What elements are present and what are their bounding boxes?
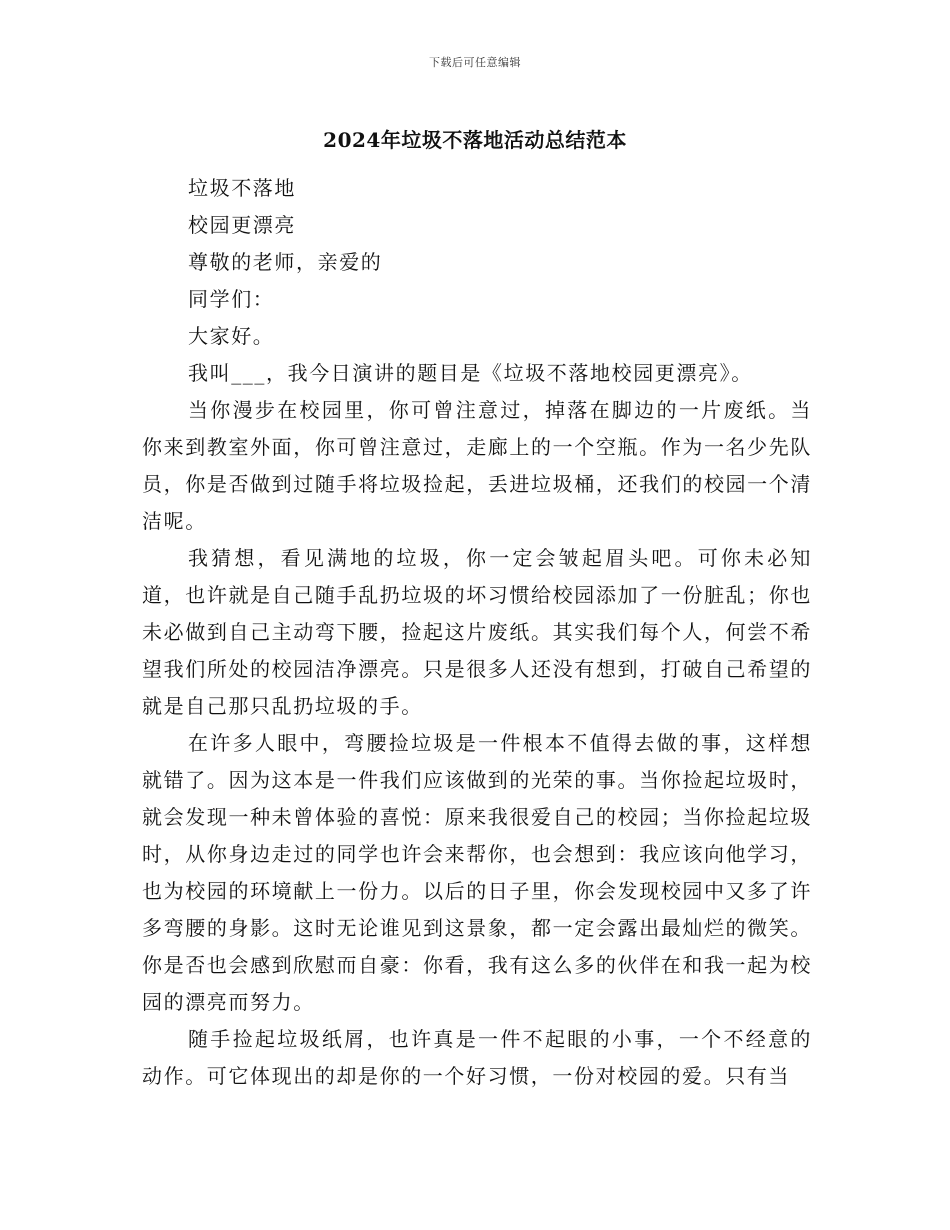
header-note: 下载后可任意编辑 — [429, 56, 521, 69]
paragraph: 在许多人眼中，弯腰捡垃圾是一件根本不值得去做的事，这样想就错了。因为这本是一件我们应该做到的光荣的事。当你捡起垃圾时，就会发现一种未曾体验的喜悦：原来我很爱自己的校园；当你捡起垃圾时，从你身边走过的同学也许会来帮你，也会想到：我应该向他学习，也为校园的环境献上一份力。以后的日子里，你会发现校园中又多了许多弯腰的身影。这时无论谁见到这景象，都一定会露出最灿烂的微笑。你是否也会感到欣慰而自豪：你看，我有这么多的伙伴在和我一起为校园的漂亮而努力。 — [142, 731, 812, 1014]
text-line: 垃圾不落地 — [188, 176, 296, 200]
salutation-line: 尊敬的老师，亲爱的 — [188, 250, 383, 274]
salutation-line: 同学们： — [188, 287, 275, 311]
paragraph: 当你漫步在校园里，你可曾注意过，掉落在脚边的一片废纸。当你来到教室外面，你可曾注意过，走廊上的一个空瓶。作为一名少先队员，你是否做到过随手将垃圾捡起，丢进垃圾桶，还我们的校园一个清洁呢。 — [142, 398, 812, 533]
document-body — [142, 170, 812, 1095]
intro-line: 我叫___，我今日演讲的题目是《垃圾不落地校园更漂亮》。 — [188, 361, 753, 385]
page-title: 2024年垃圾不落地活动总结范本 — [323, 128, 627, 152]
text-line: 校园更漂亮 — [188, 213, 296, 237]
paragraph: 随手捡起垃圾纸屑，也许真是一件不起眼的小事，一个不经意的动作。可它体现出的却是你的一个好习惯，一份对校园的爱。只有当 — [142, 1027, 812, 1088]
greeting-line: 大家好。 — [188, 324, 275, 348]
paragraph: 我猜想，看见满地的垃圾，你一定会皱起眉头吧。可你未必知道，也许就是自己随手乱扔垃圾的坏习惯给校园添加了一份脏乱；你也未必做到自己主动弯下腰，捡起这片废纸。其实我们每个人，何尝不希望我们所处的校园洁净漂亮。只是很多人还没有想到，打破自己希望的就是自己那只乱扔垃圾的手。 — [142, 546, 812, 718]
